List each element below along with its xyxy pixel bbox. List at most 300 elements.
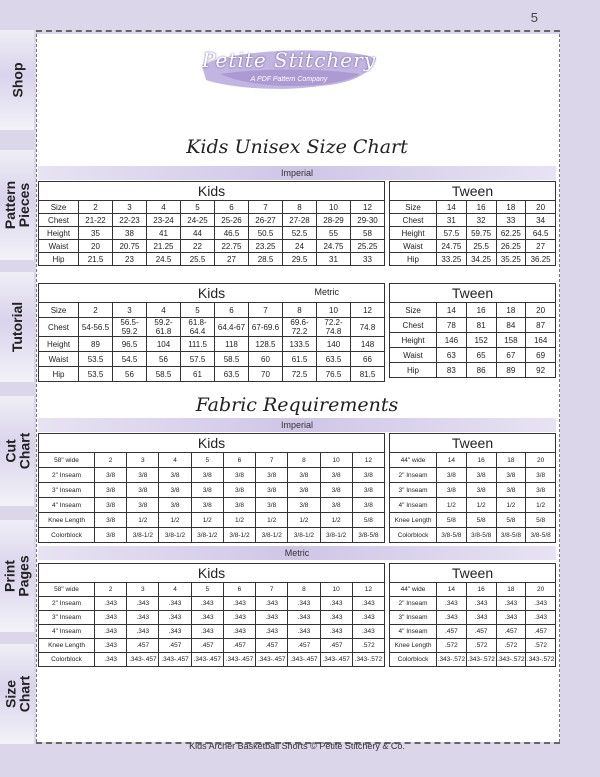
table-row [39, 513, 385, 528]
table-cell: 3/8 [352, 498, 384, 513]
table-cell: 69.6-72.2 [283, 318, 317, 337]
kids-label: Kids [197, 285, 226, 301]
tab-tutorial[interactable] [0, 272, 34, 382]
table-cell: 64.4-67 [215, 318, 249, 337]
row-label: 2" Inseam [39, 597, 95, 611]
logo-subtitle: A PDF Pattern Company [250, 76, 328, 83]
table-row [390, 653, 556, 667]
table-cell: 29-30 [351, 214, 385, 227]
table-cell: .457 [159, 639, 191, 653]
tab-label: Tutorial [9, 301, 26, 353]
table-row [39, 303, 385, 318]
table-cell: 28-29 [317, 214, 351, 227]
row-label: Height [39, 227, 79, 240]
table-cell: 57.5 [181, 352, 215, 367]
table-cell: 148 [351, 337, 385, 352]
table-cell: 5/8 [352, 513, 384, 528]
table-cell: 3/8-1/2 [223, 528, 255, 543]
table-cell: .343-.457 [127, 653, 159, 667]
table-cell: 83 [437, 363, 467, 378]
row-label: 2" Inseam [390, 468, 437, 483]
table-cell: .343 [191, 597, 223, 611]
table-cell: 16 [466, 201, 496, 214]
table-cell: 3/8 [223, 468, 255, 483]
table-row [39, 498, 385, 513]
table-cell: 72.2-74.8 [317, 318, 351, 337]
table-cell: 25.5 [181, 253, 215, 266]
table-cell: 5 [191, 583, 223, 597]
tab-pattern-pieces[interactable] [0, 150, 34, 260]
table-cell: 4 [159, 453, 191, 468]
table-cell: 2 [79, 303, 113, 318]
row-label: Height [390, 227, 437, 240]
table-cell: 53.5 [79, 367, 113, 382]
row-label: 3" Inseam [390, 611, 437, 625]
row-label: Colorblock [390, 528, 437, 543]
table-cell: 78 [437, 318, 467, 333]
table-cell: 61.8-64.4 [181, 318, 215, 337]
table-row [390, 498, 556, 513]
table-cell: 8 [283, 201, 317, 214]
table-cell: 2 [95, 583, 127, 597]
table-cell: 20 [526, 583, 556, 597]
table-row [39, 240, 385, 253]
table-cell: 3/8 [526, 483, 556, 498]
table-cell: 8 [288, 583, 320, 597]
table-cell: 35.25 [496, 253, 526, 266]
table-row [39, 253, 385, 266]
fabric-metric-kids-table [38, 563, 385, 667]
table-row [39, 227, 385, 240]
table-row [39, 201, 385, 214]
table-cell: 12 [351, 303, 385, 318]
table-cell: 18 [496, 453, 526, 468]
table-cell: 14 [437, 453, 467, 468]
table-cell: 164 [526, 333, 556, 348]
table-cell: 7 [256, 583, 288, 597]
table-cell: 1/2 [223, 513, 255, 528]
row-label: 3" Inseam [39, 611, 95, 625]
table-cell: 3/8 [256, 468, 288, 483]
table-row [39, 583, 385, 597]
kids-header: Kids [39, 434, 385, 453]
table-cell: 3/8 [437, 468, 467, 483]
kids-header [39, 284, 385, 303]
table-cell: 4 [147, 303, 181, 318]
row-label: Waist [39, 240, 79, 253]
kids-header: Kids [39, 564, 385, 583]
table-cell: 26-27 [249, 214, 283, 227]
table-cell: 3/8 [320, 498, 352, 513]
row-label: 2" Inseam [39, 468, 95, 483]
table-cell: .343 [191, 611, 223, 625]
table-row [390, 240, 556, 253]
row-label: Size [390, 303, 437, 318]
table-row [39, 352, 385, 367]
table-cell: .343 [352, 597, 384, 611]
table-row [390, 611, 556, 625]
table-cell: 152 [466, 333, 496, 348]
size-chart-title: Kids Unisex Size Chart [186, 136, 408, 158]
table-cell: 3 [127, 453, 159, 468]
row-label: 58" wide [39, 583, 95, 597]
table-cell: 3/8 [191, 468, 223, 483]
table-cell: .343 [437, 611, 467, 625]
table-cell: 3/8-1/2 [159, 528, 191, 543]
table-cell: 10 [320, 453, 352, 468]
table-cell: 104 [147, 337, 181, 352]
table-cell: 33 [351, 253, 385, 266]
table-cell: 7 [249, 303, 283, 318]
table-cell: 58.5 [215, 352, 249, 367]
kids-header: Kids [39, 182, 385, 201]
table-cell: 3/8 [320, 483, 352, 498]
row-label: 4" Inseam [39, 625, 95, 639]
table-cell: 31 [317, 253, 351, 266]
table-cell: 25.5 [466, 240, 496, 253]
table-cell: 12 [351, 201, 385, 214]
table-cell: 69 [526, 348, 556, 363]
size-imperial-tween-table [389, 181, 556, 266]
table-cell: 3/8 [320, 468, 352, 483]
table-cell: 3/8 [288, 498, 320, 513]
table-row [390, 483, 556, 498]
table-cell: .457 [256, 639, 288, 653]
table-cell: .343 [159, 625, 191, 639]
table-cell: 46.5 [215, 227, 249, 240]
table-cell: 10 [320, 583, 352, 597]
table-cell: .457 [466, 625, 496, 639]
table-cell: .343 [320, 611, 352, 625]
table-cell: .343 [191, 625, 223, 639]
table-cell: 3/8-1/2 [191, 528, 223, 543]
table-cell: 58 [351, 227, 385, 240]
table-cell: 76.5 [317, 367, 351, 382]
tab-shop[interactable] [0, 30, 34, 130]
size-imperial-kids-table [38, 181, 385, 266]
table-cell: .343-.572 [437, 653, 467, 667]
table-cell: 4 [147, 201, 181, 214]
table-cell: .343 [95, 639, 127, 653]
fabric-title: Fabric Requirements [195, 394, 399, 416]
row-label: Size [390, 201, 437, 214]
tab-label: Size Chart [2, 675, 32, 713]
table-cell: 3/8 [95, 528, 127, 543]
metric-label: Metric [314, 287, 339, 297]
table-cell: 5/8 [466, 513, 496, 528]
table-cell: 87 [526, 318, 556, 333]
row-label: 2" Inseam [390, 597, 437, 611]
table-cell: 14 [437, 201, 467, 214]
table-cell: 6 [215, 201, 249, 214]
table-row [39, 639, 385, 653]
table-cell: 63.5 [215, 367, 249, 382]
table-cell: 3/8 [159, 483, 191, 498]
table-cell: 14 [437, 303, 467, 318]
table-cell: 89 [496, 363, 526, 378]
table-cell: .572 [352, 639, 384, 653]
table-cell: 18 [496, 583, 526, 597]
table-cell: .343 [159, 611, 191, 625]
table-row [39, 214, 385, 227]
table-cell: 3/8 [288, 468, 320, 483]
table-cell: .343 [288, 625, 320, 639]
table-row [39, 318, 385, 337]
table-cell: 1/2 [437, 498, 467, 513]
table-cell: 20 [526, 453, 556, 468]
table-cell: 25.25 [351, 240, 385, 253]
table-cell: .343 [437, 597, 467, 611]
table-row [39, 653, 385, 667]
table-cell: 18 [496, 201, 526, 214]
table-cell: .572 [496, 639, 526, 653]
table-cell: 59.2-61.8 [147, 318, 181, 337]
table-cell: 44 [181, 227, 215, 240]
table-cell: .343-.457 [288, 653, 320, 667]
table-row [390, 253, 556, 266]
page-number: 5 [530, 10, 538, 25]
row-label: Chest [390, 318, 437, 333]
table-cell: 5 [181, 201, 215, 214]
table-row [39, 625, 385, 639]
table-cell: 89 [79, 337, 113, 352]
table-cell: 158 [496, 333, 526, 348]
row-label: Size [39, 201, 79, 214]
table-cell: 2 [79, 201, 113, 214]
table-cell: 3/8 [223, 483, 255, 498]
logo [200, 44, 378, 100]
table-cell: .343 [95, 653, 127, 667]
table-cell: .343 [526, 597, 556, 611]
table-cell: .343-.457 [256, 653, 288, 667]
table-cell: 3 [113, 303, 147, 318]
table-row [390, 363, 556, 378]
table-row [390, 625, 556, 639]
imperial-band: Imperial [38, 418, 556, 432]
table-row [390, 639, 556, 653]
table-cell: .343 [159, 597, 191, 611]
table-row [39, 611, 385, 625]
table-cell: 1/2 [256, 513, 288, 528]
table-cell: .343 [288, 611, 320, 625]
table-cell: 3/8 [223, 498, 255, 513]
table-row [39, 483, 385, 498]
table-cell: 34 [526, 214, 556, 227]
table-row [39, 597, 385, 611]
table-cell: 16 [466, 303, 496, 318]
table-cell: 41 [147, 227, 181, 240]
row-label: Colorblock [390, 653, 437, 667]
table-cell: 3/8 [95, 513, 127, 528]
row-label: Size [39, 303, 79, 318]
table-cell: 3/8 [95, 483, 127, 498]
table-cell: 3/8 [95, 498, 127, 513]
table-row [390, 227, 556, 240]
table-row [390, 468, 556, 483]
table-cell: 5 [191, 453, 223, 468]
table-cell: 14 [437, 583, 467, 597]
tween-header: Tween [390, 564, 556, 583]
table-cell: 18 [496, 303, 526, 318]
table-cell: 86 [466, 363, 496, 378]
table-cell: 3/8 [352, 483, 384, 498]
footer: Kids Archer Basketball Shorts © Petite Stitchery & Co. [189, 741, 405, 751]
row-label: Colorblock [39, 653, 95, 667]
table-cell: 54.5 [113, 352, 147, 367]
table-cell: .572 [526, 639, 556, 653]
table-cell: 1/2 [496, 498, 526, 513]
row-label: Knee Length [390, 513, 437, 528]
table-cell: 67-69.6 [249, 318, 283, 337]
table-row [39, 453, 385, 468]
row-label: Height [390, 333, 437, 348]
tab-print-pages[interactable] [0, 520, 34, 632]
row-label: Knee Length [39, 639, 95, 653]
row-label: Waist [390, 240, 437, 253]
table-cell: .457 [223, 639, 255, 653]
table-cell: .457 [496, 625, 526, 639]
table-cell: 27-28 [283, 214, 317, 227]
table-cell: .343 [256, 625, 288, 639]
table-cell: 3/8-5/8 [466, 528, 496, 543]
table-cell: .343 [466, 597, 496, 611]
table-cell: 3/8-5/8 [526, 528, 556, 543]
table-cell: 84 [496, 318, 526, 333]
table-cell: 57.5 [437, 227, 467, 240]
table-cell: 20.75 [113, 240, 147, 253]
table-cell: 32 [466, 214, 496, 227]
table-cell: 16 [466, 453, 496, 468]
tween-header: Tween [390, 182, 556, 201]
tab-size-chart[interactable] [0, 644, 34, 744]
table-cell: 140 [317, 337, 351, 352]
tab-label: Shop [9, 62, 25, 98]
row-label: Height [39, 337, 79, 352]
tab-label: Pattern Pieces [2, 180, 33, 230]
row-label: 4" Inseam [39, 498, 95, 513]
metric-band: Metric [38, 546, 556, 560]
table-cell: 3/8 [191, 483, 223, 498]
table-cell: 10 [317, 201, 351, 214]
table-cell: 3/8 [256, 483, 288, 498]
table-cell: 65 [466, 348, 496, 363]
table-cell: 23 [113, 253, 147, 266]
table-cell: 20 [79, 240, 113, 253]
table-cell: 54-56.5 [79, 318, 113, 337]
table-cell: 3/8 [127, 483, 159, 498]
tween-header: Tween [390, 434, 556, 453]
table-cell: 29.5 [283, 253, 317, 266]
table-cell: 3/8 [496, 483, 526, 498]
table-cell: 36.25 [526, 253, 556, 266]
table-cell: 3/8 [466, 468, 496, 483]
table-row [390, 583, 556, 597]
table-cell: 3/8 [191, 498, 223, 513]
table-cell: .343 [223, 625, 255, 639]
table-cell: .343 [288, 597, 320, 611]
table-cell: 3/8-1/2 [320, 528, 352, 543]
table-cell: 7 [256, 453, 288, 468]
row-label: Waist [390, 348, 437, 363]
table-cell: 24-25 [181, 214, 215, 227]
table-cell: 63.5 [317, 352, 351, 367]
fabric-metric-tween-table [389, 563, 556, 667]
table-cell: 3/8 [466, 483, 496, 498]
table-row [390, 528, 556, 543]
size-metric-tween-table [389, 283, 556, 378]
table-cell: 6 [223, 453, 255, 468]
table-cell: 28.5 [249, 253, 283, 266]
table-cell: 70 [249, 367, 283, 382]
table-cell: 21.25 [147, 240, 181, 253]
table-cell: 64.5 [526, 227, 556, 240]
table-cell: .343-.572 [352, 653, 384, 667]
table-cell: 3/8 [496, 468, 526, 483]
table-cell: .343 [223, 597, 255, 611]
table-cell: .343 [526, 611, 556, 625]
tab-cut-chart[interactable] [0, 396, 34, 506]
table-cell: 3/8-1/2 [288, 528, 320, 543]
table-cell: .343-.457 [191, 653, 223, 667]
row-label: Hip [39, 253, 79, 266]
table-cell: 3/8-5/8 [437, 528, 467, 543]
table-row [39, 468, 385, 483]
table-cell: 72.5 [283, 367, 317, 382]
table-row [39, 337, 385, 352]
table-cell: .343 [352, 625, 384, 639]
table-cell: .572 [437, 639, 467, 653]
table-cell: .343 [95, 597, 127, 611]
table-cell: 53.5 [79, 352, 113, 367]
table-cell: 38 [113, 227, 147, 240]
table-row [390, 348, 556, 363]
table-cell: .343-.572 [466, 653, 496, 667]
table-cell: .343-.457 [223, 653, 255, 667]
row-label: Chest [390, 214, 437, 227]
row-label: Knee Length [390, 639, 437, 653]
table-cell: 1/2 [159, 513, 191, 528]
table-cell: 6 [223, 583, 255, 597]
table-cell: 56.5-59.2 [113, 318, 147, 337]
table-cell: .343 [496, 611, 526, 625]
table-cell: 55 [317, 227, 351, 240]
table-cell: 4 [159, 583, 191, 597]
table-cell: 23-24 [147, 214, 181, 227]
row-label: Hip [390, 363, 437, 378]
table-cell: .343-.572 [526, 653, 556, 667]
table-cell: .343-.457 [320, 653, 352, 667]
table-row [390, 214, 556, 227]
table-cell: 1/2 [288, 513, 320, 528]
table-cell: 1/2 [466, 498, 496, 513]
table-cell: 52.5 [283, 227, 317, 240]
table-cell: 56 [147, 352, 181, 367]
table-cell: .343 [127, 611, 159, 625]
table-row [390, 513, 556, 528]
table-cell: 24 [283, 240, 317, 253]
table-cell: 3/8 [352, 468, 384, 483]
table-cell: 3/8 [288, 483, 320, 498]
table-cell: 34.25 [466, 253, 496, 266]
table-cell: 7 [249, 201, 283, 214]
table-cell: 22 [181, 240, 215, 253]
row-label: 4" Inseam [390, 625, 437, 639]
table-cell: .457 [437, 625, 467, 639]
table-cell: 22-23 [113, 214, 147, 227]
table-cell: 61.5 [283, 352, 317, 367]
row-label: Knee Length [39, 513, 95, 528]
table-cell: 1/2 [127, 513, 159, 528]
